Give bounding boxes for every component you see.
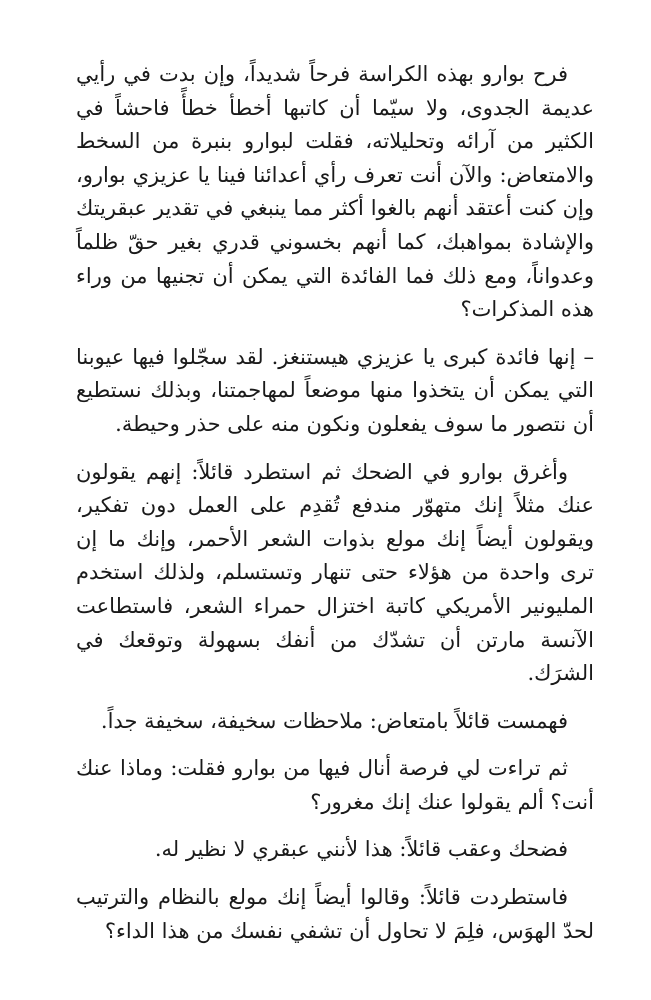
paragraph-5: ثم تراءت لي فرصة أنال فيها من بوارو فقلت: وماذا عنك أنت؟ ألم يقولوا عنك إنك مغرور؟ bbox=[76, 756, 594, 814]
paragraph-1: فرح بوارو بهذه الكراسة فرحاً شديداً، وإن بدت في رأيي عديمة الجدوى، ولا سيّما أن كاتبها أخطأ خطأً فاحشاً في الكثير من آرائه وتحليلاته، فقلت لبوارو بنبرة من السخط والامتعاض: والآن أنت تعرف رأي أعدائنا فينا يا عزيزي بوارو، وإن كنت أعتقد أنهم بالغوا أكثر مما ينبغي في تقدير عبقريتك والإشادة بمواهبك، كما أنهم بخسوني قدري بغير حقّ ظلماً وعدواناً، ومع ذلك فما الفائدة التي يمكن أن تجنيها من وراء هذه المذكرات؟ bbox=[76, 62, 594, 322]
paragraph-3: وأغرق بوارو في الضحك ثم استطرد قائلاً: إنهم يقولون عنك مثلاً إنك متهوّر مندفع تُقدِم على العمل دون تفكير، ويقولون أيضاً إنك مولع بذوات الشعر الأحمر، وإنك ما إن ترى واحدة من هؤلاء حتى تنهار وتستسلم، ولذلك استخدم المليونير الأمريكي كاتبة اختزال حمراء الشعر، فاستطاعت الآنسة مارتن أن تشدّك من أنفك بسهولة وتوقعك في الشرَك. bbox=[76, 459, 594, 686]
paragraph-4: فهمست قائلاً بامتعاض: ملاحظات سخيفة، سخيفة جداً. bbox=[100, 708, 568, 733]
paragraph-6: فضحك وعقب قائلاً: هذا لأنني عبقري لا نظير له. bbox=[154, 837, 568, 862]
paragraph-7: فاستطردت قائلاً: وقالوا أيضاً إنك مولع بالنظام والترتيب لحدّ الهوَس، فلِمَ لا تحاول أن تشفي نفسك من هذا الداء؟ bbox=[76, 885, 594, 943]
book-page bbox=[76, 58, 594, 962]
paragraph-2: – إنها فائدة كبرى يا عزيزي هيستنغز. لقد سجّلوا فيها عيوبنا التي يمكن أن يتخذوا منها موضعاً لمهاجمتنا، وبذلك نستطيع أن نتصور ما سوف يفعلون ونكون منه على حذر وحيطة. bbox=[76, 344, 594, 436]
